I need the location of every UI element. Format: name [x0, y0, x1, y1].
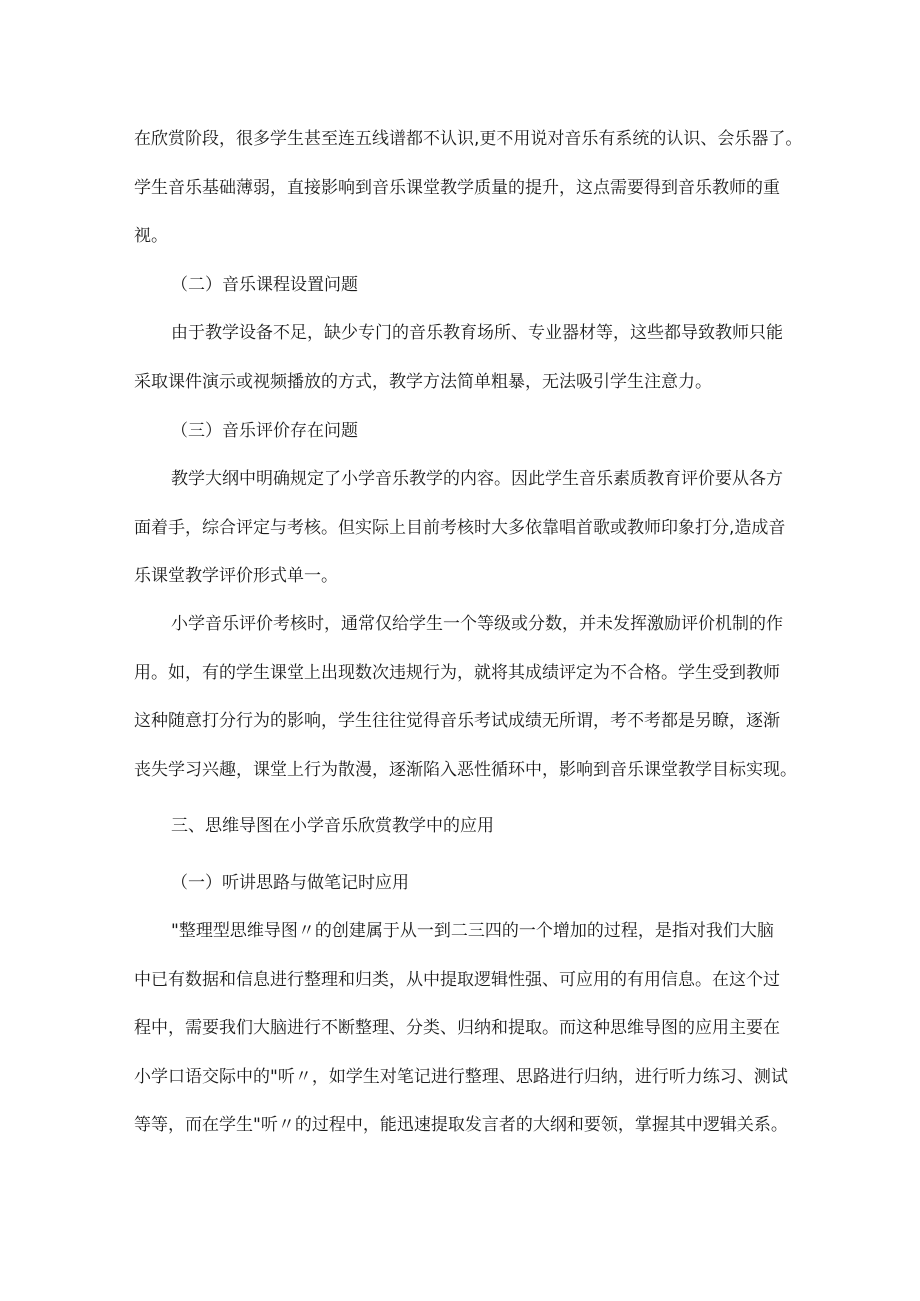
text-line: 教学大纲中明确规定了小学音乐教学的内容。因此学生音乐素质教育评价要从各方 [171, 469, 783, 489]
text-line: 由于教学设备不足，缺少专门的音乐教育场所、专业器材等，这些都导致教师只能 [171, 323, 783, 343]
text-line: 程中，需要我们大脑进行不断整理、分类、归纳和提取。而这种思维导图的应用主要在 [134, 1018, 780, 1038]
text-line: 学生音乐基础薄弱，直接影响到音乐课堂教学质量的提升，这点需要得到音乐教师的重 [134, 178, 780, 198]
section-heading: （一）听讲思路与做笔记时应用 [171, 873, 409, 893]
section-heading: （二）音乐课程设置问题 [171, 275, 358, 295]
text-line: 中已有数据和信息进行整理和归类，从中提取逻辑性强、可应用的有用信息。在这个过 [134, 970, 780, 990]
text-line: 小学音乐评价考核时，通常仅给学生一个等级或分数，并未发挥激励评价机制的作 [171, 614, 783, 634]
text-line: 在欣赏阶段，很多学生甚至连五线谱都不认识,更不用说对音乐有系统的认识、会乐器了。 [134, 129, 803, 149]
text-line: 丧失学习兴趣，课堂上行为散漫，逐渐陷入恶性循环中，影响到音乐课堂教学目标实现。 [134, 760, 797, 780]
text-line: 用。如，有的学生课堂上出现数次违规行为，就将其成绩评定为不合格。学生受到教师 [134, 663, 780, 683]
text-line: 小学口语交际中的"听〃，如学生对笔记进行整理、思路进行归纳，进行听力练习、测试 [134, 1067, 788, 1087]
text-line: 乐课堂教学评价形式单一。 [134, 566, 338, 586]
text-line: "整理型思维导图〃的创建属于从一到二三四的一个增加的过程，是指对我们大脑 [171, 921, 774, 941]
chapter-heading: 三、思维导图在小学音乐欣赏教学中的应用 [171, 816, 494, 836]
text-line: 这种随意打分行为的影响，学生往往觉得音乐考试成绩无所谓，考不考都是另瞭，逐渐 [134, 711, 780, 731]
text-line: 面着手，综合评定与考核。但实际上目前考核时大多依靠唱首歌或教师印象打分,造成音 [134, 518, 786, 538]
text-line: 采取课件演示或视频播放的方式，教学方法简单粗暴，无法吸引学生注意力。 [134, 372, 712, 392]
text-line: 视。 [134, 226, 168, 246]
section-heading: （三）音乐评价存在问题 [171, 421, 358, 441]
text-line: 等等，而在学生"听〃的过程中，能迅速提取发言者的大纲和要领，掌握其中逻辑关系。 [134, 1115, 788, 1135]
